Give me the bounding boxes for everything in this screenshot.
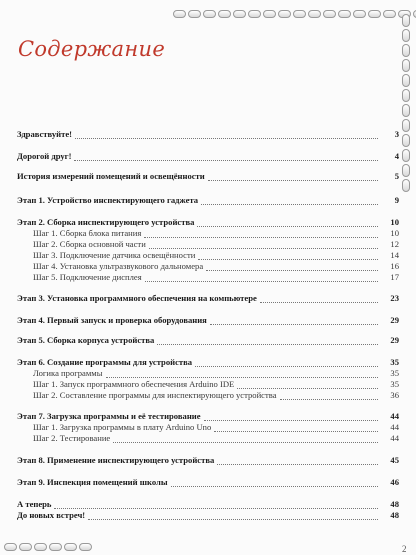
toc-entry-title: Этап 4. Первый запуск и проверка оборудования (17, 315, 207, 325)
toc-entry[interactable] (0, 217, 416, 228)
toc-leader-dots (198, 258, 378, 260)
toc-leader-dots (206, 269, 378, 271)
toc-entry-page: 3 (394, 129, 399, 139)
toc-leader-dots (260, 301, 378, 303)
toc-leader-dots (75, 137, 378, 139)
toc-entry-page: 46 (390, 477, 399, 487)
toc-entry-title: Шаг 1. Сборка блока питания (33, 228, 142, 238)
toc-entry-title: Этап 6. Создание программы для устройства (17, 357, 193, 367)
toc-entry-page: 10 (390, 217, 399, 227)
toc-leader-dots (195, 365, 378, 367)
toc-leader-dots (280, 398, 378, 400)
toc-entry-title: Шаг 2. Тестирование (33, 433, 111, 443)
toc-entry-page: 16 (390, 261, 399, 271)
toc-entry[interactable] (0, 433, 416, 444)
toc-leader-dots (149, 247, 378, 249)
toc-leader-dots (217, 463, 378, 465)
toc-entry[interactable] (0, 195, 416, 206)
toc-entry[interactable] (0, 335, 416, 346)
toc-entry-title: До новых встреч! (17, 510, 86, 520)
toc-leader-dots (113, 441, 378, 443)
toc-leader-dots (214, 430, 378, 432)
toc-entry-title: Логика программы (33, 368, 103, 378)
toc-entry[interactable] (0, 315, 416, 326)
toc-leader-dots (237, 387, 378, 389)
toc-entry[interactable] (0, 239, 416, 250)
toc-leader-dots (106, 376, 378, 378)
toc-entry-page: 35 (390, 357, 399, 367)
toc-entry[interactable] (0, 129, 416, 140)
toc-entry-page: 35 (390, 379, 399, 389)
toc-leader-dots (145, 280, 378, 282)
toc-entry-page: 44 (390, 422, 399, 432)
toc-entry[interactable] (0, 510, 416, 521)
toc-entry-page: 5 (394, 171, 399, 181)
toc-leader-dots (208, 179, 378, 181)
toc-entry-title: Этап 7. Загрузка программы и её тестирование (17, 411, 201, 421)
toc-entry-page: 48 (390, 499, 399, 509)
toc-entry-page: 44 (390, 433, 399, 443)
toc-leader-dots (201, 203, 378, 205)
toc-entry[interactable] (0, 151, 416, 162)
toc-entry-page: 44 (390, 411, 399, 421)
toc-entry[interactable] (0, 390, 416, 401)
toc-entry-title: История измерений помещений и освещённости (17, 171, 205, 181)
toc-entry-title: Шаг 5. Подключение дисплея (33, 272, 142, 282)
toc-leader-dots (74, 159, 378, 161)
toc-entry-title: Шаг 1. Загрузка программы в плату Arduino Uno (33, 422, 212, 432)
toc-leader-dots (210, 323, 378, 325)
toc-leader-dots (204, 419, 378, 421)
toc-entry[interactable] (0, 357, 416, 368)
toc-entry-page: 29 (390, 315, 399, 325)
toc-leader-dots (157, 343, 378, 345)
toc-entry-page: 10 (390, 228, 399, 238)
toc-leader-dots (144, 236, 378, 238)
toc-entry[interactable] (0, 261, 416, 272)
toc-leader-dots (88, 518, 378, 520)
toc-entry[interactable] (0, 455, 416, 466)
toc-entry[interactable] (0, 422, 416, 433)
toc-entry-page: 35 (390, 368, 399, 378)
toc-entry-title: Дорогой друг! (17, 151, 72, 161)
toc-entry[interactable] (0, 411, 416, 422)
toc-entry[interactable] (0, 228, 416, 239)
toc-entry[interactable] (0, 499, 416, 510)
toc-entry-title: Шаг 3. Подключение датчика освещённости (33, 250, 196, 260)
toc-leader-dots (54, 507, 378, 509)
toc-entry-title: Шаг 1. Запуск программного обеспечения Arduino IDE (33, 379, 235, 389)
toc-entry-title: Шаг 2. Сборка основной части (33, 239, 146, 249)
toc-entry[interactable] (0, 171, 416, 182)
toc-entry[interactable] (0, 368, 416, 379)
toc-leader-dots (171, 485, 378, 487)
toc-entry[interactable] (0, 293, 416, 304)
toc-entry-title: Шаг 2. Составление программы для инспектирующего устройства (33, 390, 277, 400)
toc-entry[interactable] (0, 272, 416, 283)
toc-entry-page: 23 (390, 293, 399, 303)
toc-entry[interactable] (0, 477, 416, 488)
toc-entry-page: 17 (390, 272, 399, 282)
page-number: 2 (402, 544, 407, 554)
toc-entry-page: 29 (390, 335, 399, 345)
toc-entry-title: Этап 2. Сборка инспектирующего устройства (17, 217, 195, 227)
toc-entry[interactable] (0, 250, 416, 261)
toc-entry-page: 9 (394, 195, 399, 205)
toc-entry-title: Этап 5. Сборка корпуса устройства (17, 335, 155, 345)
toc-entry-title: Здравствуйте! (17, 129, 73, 139)
toc-entry-page: 4 (394, 151, 399, 161)
toc-entry-title: Шаг 4. Установка ультразвукового дальномера (33, 261, 204, 271)
toc-entry-title: Этап 8. Применение инспектирующего устройства (17, 455, 215, 465)
page-title: Содержание (18, 37, 166, 61)
toc-entry-page: 36 (390, 390, 399, 400)
toc-leader-dots (197, 225, 378, 227)
toc-entry-title: Этап 1. Устройство инспектирующего гаджета (17, 195, 199, 205)
toc-entry-title: А теперь (17, 499, 52, 509)
toc-entry[interactable] (0, 379, 416, 390)
toc-entry-page: 48 (390, 510, 399, 520)
toc-entry-page: 12 (390, 239, 399, 249)
toc-entry-page: 14 (390, 250, 399, 260)
toc-entry-title: Этап 3. Установка программного обеспечения на компьютере (17, 293, 257, 303)
toc-entry-page: 45 (390, 455, 399, 465)
toc-entry-title: Этап 9. Инспекция помещений школы (17, 477, 168, 487)
